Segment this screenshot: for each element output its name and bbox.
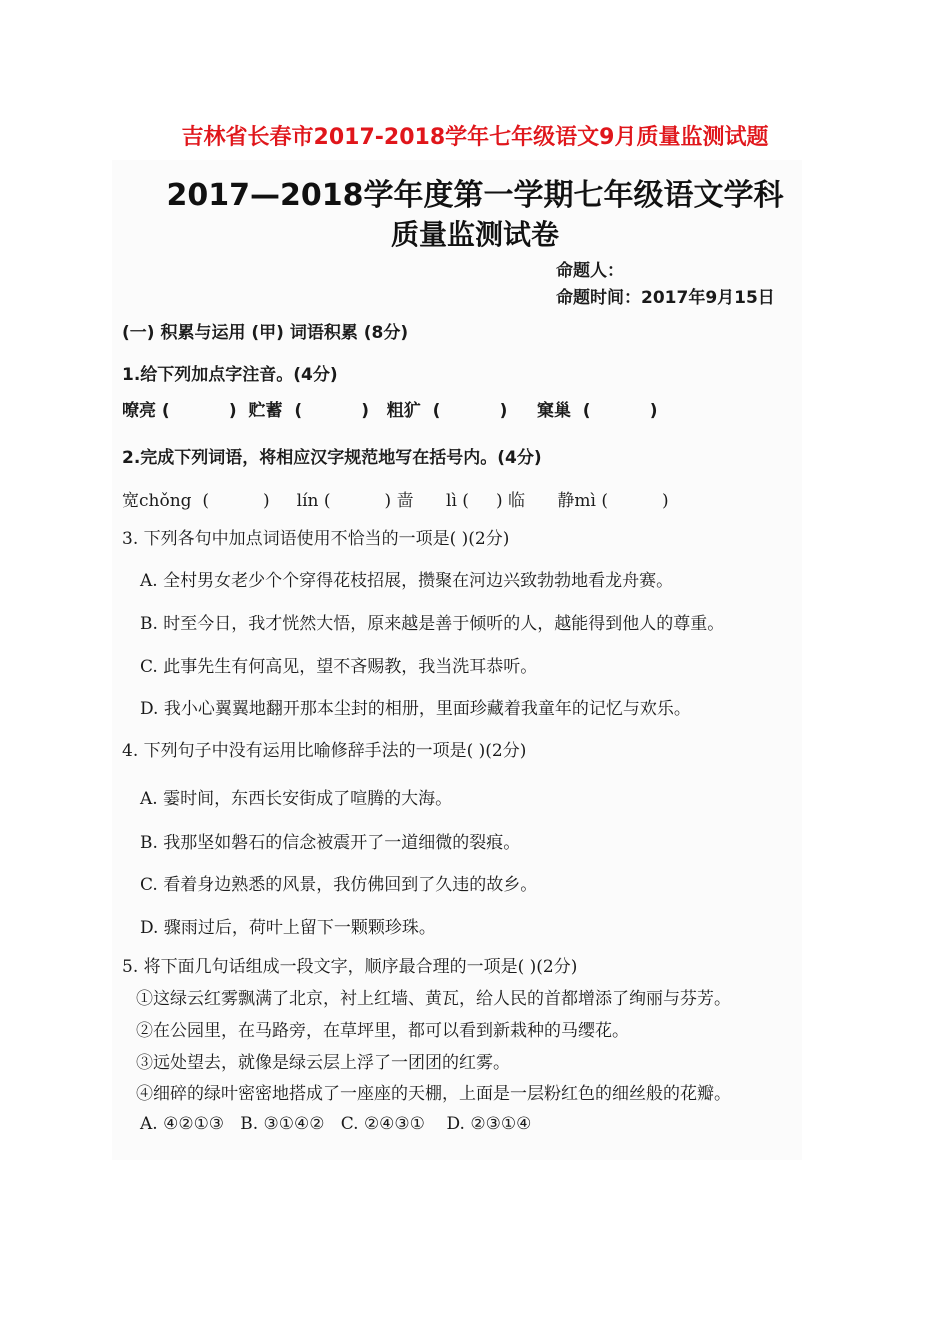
question-2-stem: 2.完成下列词语，将相应汉字规范地写在括号内。(4分)	[122, 448, 542, 468]
question-4-option-b: B. 我那坚如磐石的信念被震开了一道细微的裂痕。	[140, 833, 521, 853]
question-5-sentence-2: ②在公园里，在马路旁，在草坪里，都可以看到新栽种的马缨花。	[136, 1021, 629, 1041]
question-2-blanks: 宽chǒng ( ) lín ( ) 啬 lì ( ) 临 静mì ( )	[122, 491, 669, 511]
question-3-option-c: C. 此事先生有何高见，望不吝赐教，我当洗耳恭听。	[140, 657, 538, 677]
question-5-sentence-3: ③远处望去，就像是绿云层上浮了一团团的红雾。	[136, 1053, 510, 1073]
question-5-answer-choices: A. ④②①③ B. ③①④② C. ②④③① D. ②③①④	[140, 1114, 532, 1134]
question-3-stem: 3. 下列各句中加点词语使用不恰当的一项是( )(2分)	[122, 529, 510, 549]
document-title: 吉林省长春市2017-2018学年七年级语文9月质量监测试题	[181, 125, 769, 150]
question-3-option-b: B. 时至今日，我才恍然大悟，原来越是善于倾听的人，越能得到他人的尊重。	[140, 614, 725, 634]
question-5-sentence-4: ④细碎的绿叶密密地搭成了一座座的天棚，上面是一层粉红色的细丝般的花瓣。	[136, 1084, 731, 1104]
question-4-option-c: C. 看着身边熟悉的风景，我仿佛回到了久违的故乡。	[140, 875, 538, 895]
question-3-option-a: A. 全村男女老少个个穿得花枝招展，攒聚在河边兴致勃勃地看龙舟赛。	[140, 571, 674, 591]
exam-date: 命题时间：2017年9月15日	[556, 288, 775, 308]
question-4-option-d: D. 骤雨过后，荷叶上留下一颗颗珍珠。	[140, 918, 436, 938]
question-4-option-a: A. 霎时间，东西长安街成了喧腾的大海。	[140, 789, 453, 809]
question-3-option-d: D. 我小心翼翼地翻开那本尘封的相册，里面珍藏着我童年的记忆与欢乐。	[140, 699, 691, 719]
question-1-stem: 1.给下列加点字注音。(4分)	[122, 365, 338, 385]
question-1-blanks: 嘹亮 ( ) 贮蓄 ( ) 粗犷 ( ) 窠巢 ( )	[122, 401, 658, 421]
section-heading: (一) 积累与运用 (甲) 词语积累 (8分)	[122, 323, 409, 343]
exam-title-line1: 2017—2018学年度第一学期七年级语文学科	[166, 178, 784, 213]
exam-author: 命题人：	[556, 261, 624, 281]
exam-title-line2: 质量监测试卷	[390, 218, 559, 251]
question-4-stem: 4. 下列句子中没有运用比喻修辞手法的一项是( )(2分)	[122, 741, 527, 761]
question-5-sentence-1: ①这绿云红雾飘满了北京，衬上红墙、黄瓦，给人民的首都增添了绚丽与芬芳。	[136, 989, 731, 1009]
question-5-stem: 5. 将下面几句话组成一段文字，顺序最合理的一项是( )(2分)	[122, 957, 578, 977]
